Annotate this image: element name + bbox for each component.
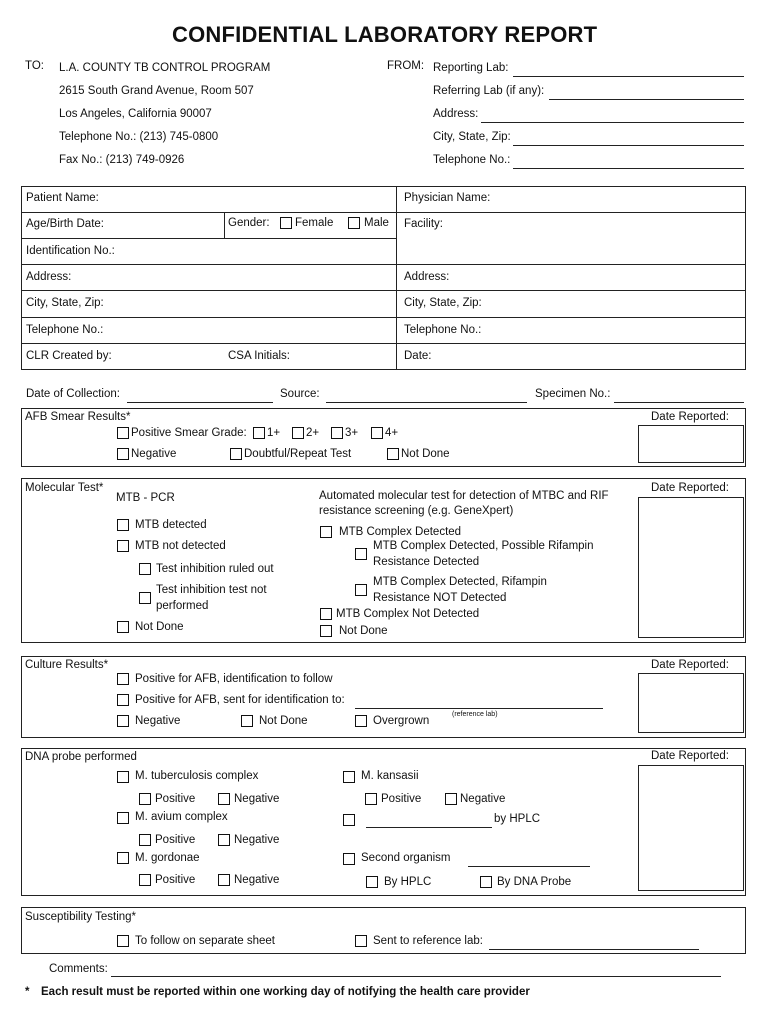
grade-3-checkbox[interactable]	[331, 427, 343, 439]
footnote: Each result must be reported within one working day of notifying the health care provider	[41, 986, 530, 998]
dna-date-reported-box[interactable]	[638, 765, 744, 891]
patient-address-label: Address:	[26, 271, 72, 283]
mtb-detected-label: MTB detected	[135, 519, 207, 531]
patient-phone-label: Telephone No.:	[26, 324, 104, 336]
table-divider	[21, 343, 746, 344]
culture-negative-label: Negative	[135, 715, 181, 727]
afb-positive-checkbox[interactable]	[117, 427, 129, 439]
inhibition-not-label: performed	[156, 600, 209, 612]
complex-not-label: MTB Complex Not Detected	[336, 608, 480, 620]
culture-overgrown-label: Overgrown	[373, 715, 430, 727]
afb-date-reported-label: Date Reported:	[651, 411, 729, 423]
rif-possible-label: MTB Complex Detected, Possible Rifampin	[373, 540, 594, 552]
table-divider	[224, 212, 225, 238]
pcr-not-done-label: Not Done	[135, 621, 184, 633]
automated-label: Automated molecular test for detection of MTBC and RIF	[319, 490, 609, 502]
gender-label: Gender:	[228, 217, 270, 229]
rif-not-label: MTB Complex Detected, Rifampin	[373, 576, 547, 588]
second-organism-field[interactable]	[468, 866, 590, 867]
id-label: Identification No.:	[26, 245, 115, 257]
physician-address-label: Address:	[404, 271, 450, 283]
mtb-positive-label: Positive	[155, 793, 196, 805]
afb-doubtful-checkbox[interactable]	[230, 448, 242, 460]
to-label: TO:	[25, 60, 44, 72]
grade-4-checkbox[interactable]	[371, 427, 383, 439]
grade-1-label: 1+	[267, 427, 281, 439]
patient-city-label: City, State, Zip:	[26, 297, 104, 309]
grade-2-checkbox[interactable]	[292, 427, 304, 439]
physician-date-label: Date:	[404, 350, 432, 362]
culture-overgrown-checkbox[interactable]	[355, 715, 367, 727]
by-dna-probe-label: By DNA Probe	[497, 876, 572, 888]
kansasii-checkbox[interactable]	[343, 771, 355, 783]
pcr-label: MTB - PCR	[116, 492, 175, 504]
gordonae-positive-label: Positive	[155, 874, 196, 886]
other-organism-checkbox[interactable]	[343, 814, 355, 826]
kansasii-positive-checkbox[interactable]	[365, 793, 377, 805]
rif-possible-checkbox[interactable]	[355, 548, 367, 560]
follow-sheet-checkbox[interactable]	[117, 935, 129, 947]
collection-date-field[interactable]	[127, 402, 273, 403]
complex-detected-label: MTB Complex Detected	[339, 526, 462, 538]
kansasii-negative-checkbox[interactable]	[445, 793, 457, 805]
mtb-negative-checkbox[interactable]	[218, 793, 230, 805]
to-line: Fax No.: (213) 749-0926	[59, 154, 185, 166]
afb-title: AFB Smear Results*	[25, 411, 131, 423]
comments-label: Comments:	[49, 963, 108, 975]
table-divider	[21, 264, 746, 265]
from-address-field[interactable]	[481, 122, 744, 123]
dna-date-reported-label: Date Reported:	[651, 750, 729, 762]
female-checkbox[interactable]	[280, 217, 292, 229]
molecular-date-reported-label: Date Reported:	[651, 482, 729, 494]
culture-title: Culture Results*	[25, 659, 109, 671]
culture-pos-sent-checkbox[interactable]	[117, 694, 129, 706]
culture-date-reported-box[interactable]	[638, 673, 744, 733]
inhibition-not-checkbox[interactable]	[139, 592, 151, 604]
page-title: CONFIDENTIAL LABORATORY REPORT	[172, 22, 598, 47]
avium-positive-checkbox[interactable]	[139, 834, 151, 846]
afb-doubtful-label: Doubtful/Repeat Test	[244, 448, 352, 460]
gordonae-checkbox[interactable]	[117, 852, 129, 864]
referring-lab-label: Referring Lab (if any):	[433, 85, 545, 97]
clr-label: CLR Created by:	[26, 350, 112, 362]
from-phone-field[interactable]	[513, 168, 744, 169]
automated-label: resistance screening (e.g. GeneXpert)	[319, 505, 514, 517]
source-field[interactable]	[326, 402, 527, 403]
auto-not-done-checkbox[interactable]	[320, 625, 332, 637]
afb-positive-label: Positive Smear Grade:	[131, 427, 247, 439]
physician-city-label: City, State, Zip:	[404, 297, 482, 309]
patient-name-label: Patient Name:	[26, 192, 99, 204]
complex-detected-checkbox[interactable]	[320, 526, 332, 538]
gordonae-negative-checkbox[interactable]	[218, 874, 230, 886]
culture-negative-checkbox[interactable]	[117, 715, 129, 727]
specimen-field[interactable]	[614, 402, 744, 403]
to-line: Telephone No.: (213) 745-0800	[59, 131, 219, 143]
susceptibility-title: Susceptibility Testing*	[25, 911, 137, 923]
reference-lab-field[interactable]	[355, 708, 603, 709]
follow-sheet-label: To follow on separate sheet	[135, 935, 276, 947]
sent-reference-checkbox[interactable]	[355, 935, 367, 947]
gordonae-positive-checkbox[interactable]	[139, 874, 151, 886]
kansasii-label: M. kansasii	[361, 770, 419, 782]
gordonae-label: M. gordonae	[135, 852, 200, 864]
culture-pos-follow-label: Positive for AFB, identification to follow	[135, 673, 333, 685]
molecular-date-reported-box[interactable]	[638, 497, 744, 638]
inhibition-not-label: Test inhibition test not	[156, 584, 267, 596]
by-hplc2-label: By HPLC	[384, 876, 432, 888]
mtb-not-detected-label: MTB not detected	[135, 540, 226, 552]
male-label: Male	[364, 217, 389, 229]
from-label: FROM:	[387, 60, 425, 72]
afb-not-done-label: Not Done	[401, 448, 450, 460]
afb-negative-label: Negative	[131, 448, 177, 460]
table-divider	[21, 238, 397, 239]
kansasii-positive-label: Positive	[381, 793, 422, 805]
physician-name-label: Physician Name:	[404, 192, 491, 204]
culture-pos-sent-label: Positive for AFB, sent for identification to:	[135, 694, 345, 706]
by-dna-probe-checkbox[interactable]	[480, 876, 492, 888]
rif-possible-label: Resistance Detected	[373, 556, 480, 568]
referring-lab-field[interactable]	[549, 99, 744, 100]
from-city-field[interactable]	[513, 145, 744, 146]
avium-negative-label: Negative	[234, 834, 280, 846]
rif-not-label: Resistance NOT Detected	[373, 592, 507, 604]
from-city-label: City, State, Zip:	[433, 131, 511, 143]
avium-positive-label: Positive	[155, 834, 196, 846]
grade-3-label: 3+	[345, 427, 359, 439]
mtb-detected-checkbox[interactable]	[117, 519, 129, 531]
to-line: L.A. COUNTY TB CONTROL PROGRAM	[59, 62, 271, 74]
to-line: Los Angeles, California 90007	[59, 108, 212, 120]
mtb-not-detected-checkbox[interactable]	[117, 540, 129, 552]
culture-date-reported-label: Date Reported:	[651, 659, 729, 671]
facility-label: Facility:	[404, 218, 443, 230]
rif-not-checkbox[interactable]	[355, 584, 367, 596]
male-checkbox[interactable]	[348, 217, 360, 229]
reporting-lab-label: Reporting Lab:	[433, 62, 509, 74]
sent-reference-field[interactable]	[489, 949, 699, 950]
grade-2-label: 2+	[306, 427, 320, 439]
pcr-not-done-checkbox[interactable]	[117, 621, 129, 633]
sent-reference-label: Sent to reference lab:	[373, 935, 483, 947]
culture-not-done-label: Not Done	[259, 715, 308, 727]
comments-field[interactable]	[111, 976, 721, 977]
source-label: Source:	[280, 388, 320, 400]
afb-date-reported-box[interactable]	[638, 425, 744, 463]
afb-not-done-checkbox[interactable]	[387, 448, 399, 460]
mtb-complex-checkbox[interactable]	[117, 771, 129, 783]
inhibition-out-label: Test inhibition ruled out	[156, 563, 274, 575]
table-divider	[21, 290, 746, 291]
kansasii-negative-label: Negative	[460, 793, 506, 805]
to-line: 2615 South Grand Avenue, Room 507	[59, 85, 254, 97]
reference-lab-caption: (reference lab)	[452, 711, 498, 718]
footnote-star: *	[25, 986, 30, 998]
second-organism-label: Second organism	[361, 852, 451, 864]
auto-not-done-label: Not Done	[339, 625, 388, 637]
csa-label: CSA Initials:	[228, 350, 290, 362]
mtb-negative-label: Negative	[234, 793, 280, 805]
culture-pos-follow-checkbox[interactable]	[117, 673, 129, 685]
specimen-label: Specimen No.:	[535, 388, 611, 400]
table-divider	[21, 317, 746, 318]
avium-label: M. avium complex	[135, 811, 228, 823]
from-phone-label: Telephone No.:	[433, 154, 511, 166]
avium-negative-checkbox[interactable]	[218, 834, 230, 846]
mtb-positive-checkbox[interactable]	[139, 793, 151, 805]
gordonae-negative-label: Negative	[234, 874, 280, 886]
from-address-label: Address:	[433, 108, 479, 120]
second-organism-checkbox[interactable]	[343, 853, 355, 865]
collection-date-label: Date of Collection:	[26, 388, 120, 400]
grade-4-label: 4+	[385, 427, 399, 439]
dna-title: DNA probe performed	[25, 751, 137, 763]
physician-phone-label: Telephone No.:	[404, 324, 482, 336]
age-label: Age/Birth Date:	[26, 218, 104, 230]
culture-not-done-checkbox[interactable]	[241, 715, 253, 727]
complex-not-checkbox[interactable]	[320, 608, 332, 620]
inhibition-out-checkbox[interactable]	[139, 563, 151, 575]
reporting-lab-field[interactable]	[513, 76, 744, 77]
female-label: Female	[295, 217, 334, 229]
by-hplc-checkbox[interactable]	[366, 876, 378, 888]
molecular-title: Molecular Test*	[25, 482, 104, 494]
avium-checkbox[interactable]	[117, 812, 129, 824]
table-divider	[21, 212, 746, 213]
grade-1-checkbox[interactable]	[253, 427, 265, 439]
other-organism-field[interactable]	[366, 827, 492, 828]
mtb-complex-label: M. tuberculosis complex	[135, 770, 259, 782]
afb-negative-checkbox[interactable]	[117, 448, 129, 460]
by-hplc-label: by HPLC	[494, 813, 541, 825]
